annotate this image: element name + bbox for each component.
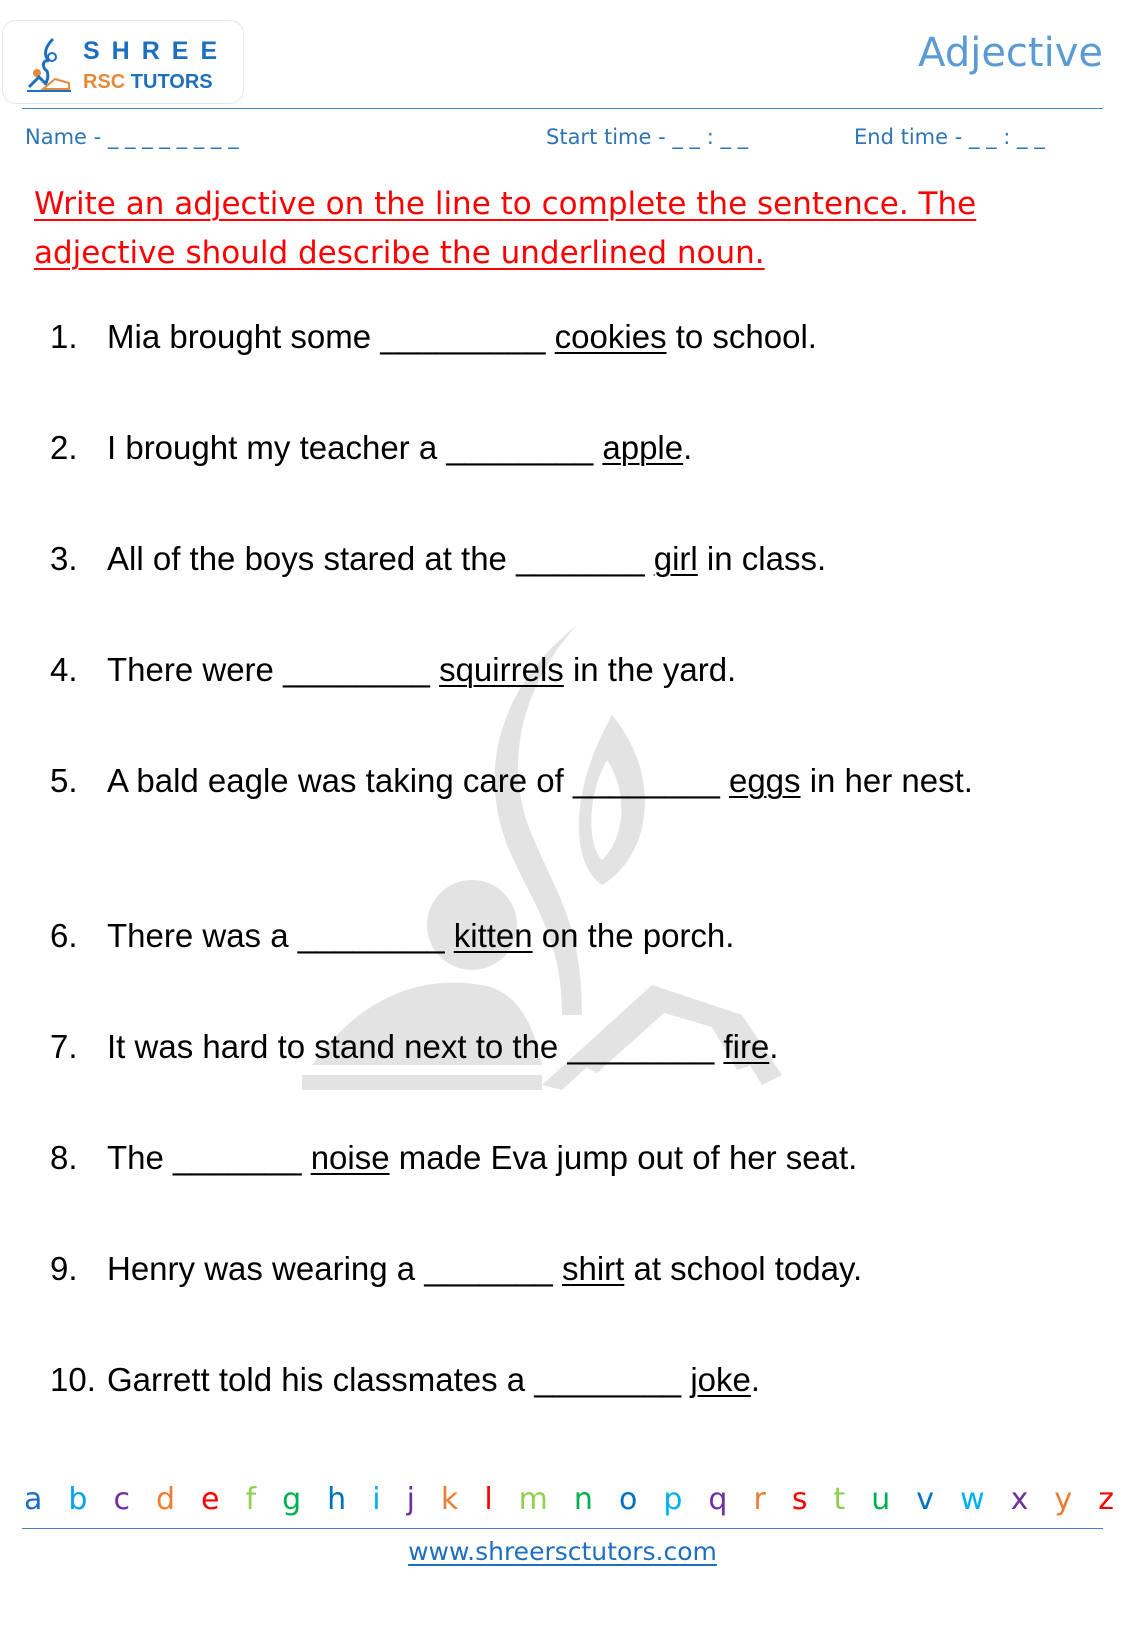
question-text-after: . (769, 1028, 779, 1065)
question-text (107, 1136, 1007, 1180)
question-number: 10. (50, 1361, 96, 1398)
alphabet-letter: c (113, 1482, 130, 1517)
end-time-field[interactable]: End time - _ _ : _ _ (854, 125, 1045, 149)
answer-blank[interactable]: ________ (446, 429, 594, 466)
alphabet-letter: b (68, 1482, 88, 1517)
logo-text-shree: SHREE (83, 37, 230, 65)
student-info-row (0, 125, 1125, 155)
question-text-before: There were (107, 651, 284, 688)
question-text-after: in her nest. (800, 762, 973, 799)
answer-blank[interactable]: _______ (424, 1250, 553, 1287)
answer-blank[interactable]: _________ (380, 318, 546, 355)
answer-blank[interactable]: ________ (572, 762, 720, 799)
question-text-after: . (683, 429, 693, 466)
question-text-after: made Eva jump out of her seat. (389, 1139, 858, 1176)
brand-logo (2, 20, 244, 104)
alphabet-letter: j (406, 1482, 415, 1517)
instructions: Write an adjective on the line to complete the sentence. The adjective should describe the underlined noun. (34, 186, 977, 271)
underlined-noun: noise (310, 1139, 390, 1176)
underlined-noun: girl (653, 540, 698, 577)
footer-divider (22, 1528, 1103, 1529)
alphabet-letter: f (245, 1482, 257, 1517)
question-text-before: Mia brought some (107, 318, 381, 355)
logo-text-rsc: RSC (83, 71, 126, 93)
answer-blank[interactable]: ________ (297, 917, 445, 954)
alphabet-letter: e (201, 1482, 220, 1517)
alphabet-letter: v (916, 1482, 935, 1517)
question-text (107, 759, 977, 803)
alphabet-letter: n (573, 1482, 593, 1517)
underlined-noun: cookies (554, 318, 667, 355)
answer-blank[interactable]: _______ (516, 540, 645, 577)
header-divider (22, 108, 1103, 109)
alphabet-letter: u (871, 1482, 891, 1517)
question-number: 7. (50, 1028, 78, 1065)
alphabet-letter: q (708, 1482, 728, 1517)
answer-blank[interactable]: ________ (534, 1361, 691, 1398)
underlined-noun: kitten (453, 917, 533, 954)
alphabet-letter: t (833, 1482, 846, 1517)
logo-flame-book-icon (25, 37, 75, 93)
underlined-noun: fire (723, 1028, 770, 1065)
question-text-before: I brought my teacher a (107, 429, 447, 466)
question-text-before: The (107, 1139, 174, 1176)
alphabet-letter: h (327, 1482, 347, 1517)
question-text-before: It was hard to stand next to the (107, 1028, 568, 1065)
question-text (107, 426, 1007, 470)
question-text-after: . (750, 1361, 761, 1398)
logo-text-tutors: TUTORS (125, 71, 213, 93)
alphabet-letter: z (1098, 1482, 1114, 1517)
name-field[interactable]: Name - _ _ _ _ _ _ _ _ (25, 125, 239, 149)
question-text-after: on the porch. (532, 917, 735, 954)
footer (0, 1537, 1125, 1566)
alphabet-letter: x (1010, 1482, 1029, 1517)
alphabet-letter: l (484, 1482, 493, 1517)
question-number: 9. (50, 1250, 78, 1287)
underlined-noun: eggs (728, 762, 801, 799)
question-number: 5. (50, 762, 78, 799)
alphabet-letter: w (960, 1482, 985, 1517)
alphabet-letter: a (24, 1482, 43, 1517)
question-text (107, 1358, 1007, 1402)
answer-blank[interactable]: ________ (283, 651, 430, 688)
question-text-after: in class. (697, 540, 827, 577)
alphabet-letter: y (1054, 1482, 1073, 1517)
question-text (107, 1247, 1007, 1291)
question-text-before: A bald eagle was taking care of (107, 762, 573, 799)
website-link[interactable]: www.shreersctutors.com (408, 1537, 717, 1566)
question-text-after: in the yard. (563, 651, 737, 688)
logo-text-rsc-tutors (83, 71, 213, 94)
question-number: 4. (50, 651, 78, 688)
alphabet-letter: i (372, 1482, 381, 1517)
alphabet-letter: p (663, 1482, 683, 1517)
question-number: 2. (50, 429, 78, 466)
question-number: 1. (50, 318, 78, 355)
question-text-before: Henry was wearing a (107, 1250, 425, 1287)
alphabet-strip (24, 1480, 1114, 1520)
question-text (107, 315, 1007, 359)
question-text-before: Garrett told his classmates a (107, 1361, 535, 1398)
question-text (107, 914, 1007, 958)
alphabet-letter: k (440, 1482, 459, 1517)
question-text-after: to school. (666, 318, 817, 355)
underlined-noun: shirt (561, 1250, 625, 1287)
answer-blank[interactable]: ________ (567, 1028, 715, 1065)
question-number: 8. (50, 1139, 78, 1176)
alphabet-letter: r (753, 1482, 766, 1517)
alphabet-letter: m (518, 1482, 548, 1517)
alphabet-letter: g (282, 1482, 302, 1517)
page-title: Adjective (918, 30, 1103, 76)
underlined-noun: squirrels (439, 651, 564, 688)
alphabet-letter: d (155, 1482, 176, 1517)
question-text-before: All of the boys stared at the (107, 540, 517, 577)
question-text (107, 537, 1007, 581)
question-text-after: at school today. (624, 1250, 863, 1287)
underlined-noun: joke (690, 1361, 751, 1398)
question-text (107, 1025, 1007, 1069)
underlined-noun: apple (602, 429, 684, 466)
alphabet-letter: o (618, 1482, 638, 1517)
alphabet-letter: s (791, 1482, 808, 1517)
question-text-before: There was a (107, 917, 298, 954)
question-text (107, 648, 1007, 692)
question-number: 6. (50, 917, 78, 954)
answer-blank[interactable]: _______ (173, 1139, 302, 1176)
question-number: 3. (50, 540, 78, 577)
start-time-field[interactable]: Start time - _ _ : _ _ (546, 125, 749, 149)
